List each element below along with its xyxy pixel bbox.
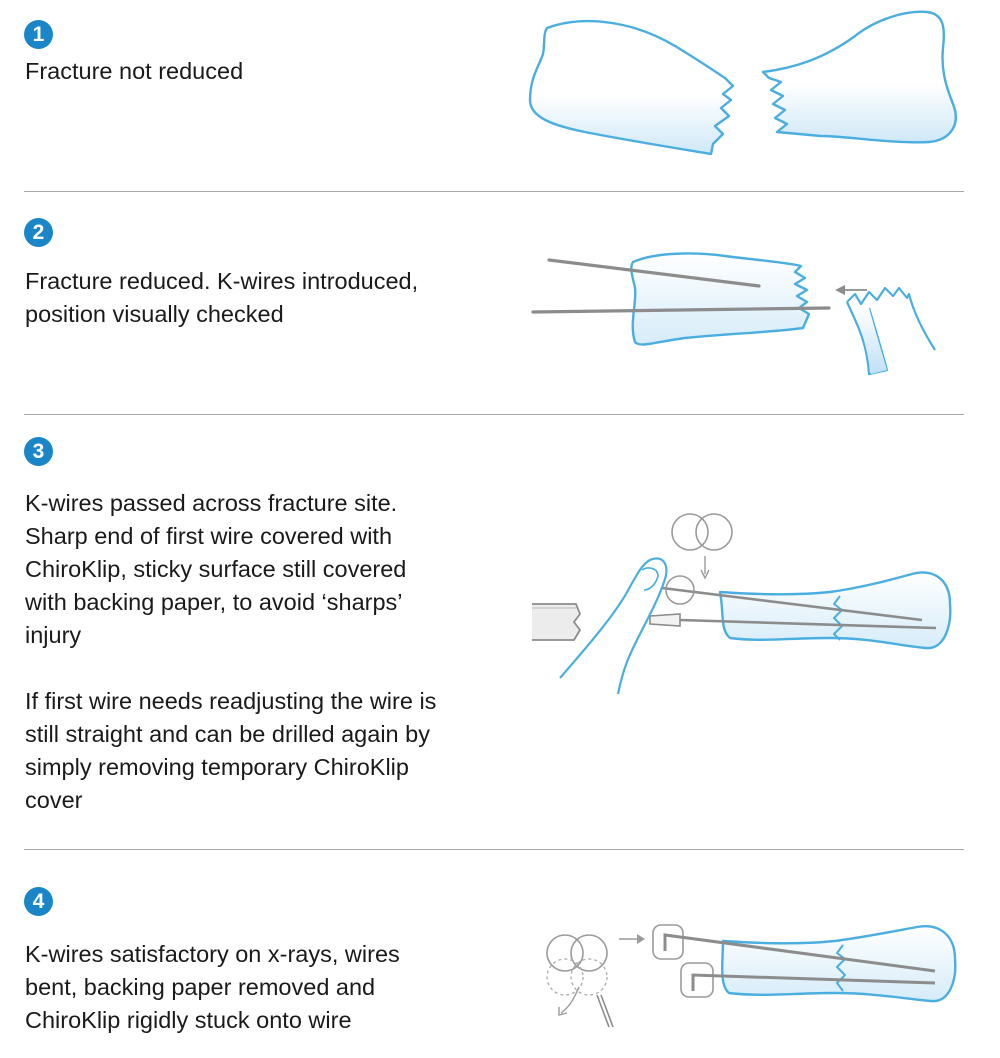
drill-sleeve [532, 604, 580, 640]
step-3-paragraph-1: K-wires passed across fracture site. Sharp end of first wire covered with ChiroKlip, sticky surface still covered with backing paper, to avoid ‘sharps’ injury [25, 490, 407, 648]
step-4-description [25, 938, 400, 1037]
left-bone-fragment [530, 21, 733, 154]
step-3-number-badge: 3 [24, 437, 53, 466]
approaching-fragment-shaft [855, 308, 887, 374]
step-1-description [25, 55, 243, 88]
bent-wires-illustration [525, 915, 965, 1045]
step-3-illustration [530, 508, 960, 698]
bone-shaft [722, 926, 955, 1001]
chiroklip-backing-icon [547, 935, 613, 1027]
step-2-paragraph: Fracture reduced. K-wires introduced, position visually checked [25, 268, 419, 327]
step-1-illustration [525, 8, 965, 158]
step-2-illustration [525, 238, 945, 383]
step-3-description [25, 487, 436, 817]
divider-2 [24, 414, 964, 415]
unreduced-fracture-illustration [525, 8, 965, 158]
step-4-paragraph: K-wires satisfactory on x-rays, wires bent, backing paper removed and ChiroKlip rigidly stuck onto wire [25, 941, 400, 1033]
step-2-number-badge: 2 [24, 218, 53, 247]
step-4-number-badge: 4 [24, 887, 53, 916]
step-3-paragraph-2: If first wire needs readjusting the wire is still straight and can be drilled again by simply removing temporary ChiroKlip cover [25, 688, 437, 813]
apply-arrow-icon [619, 934, 645, 944]
approaching-bone-fragment [847, 288, 935, 374]
right-bone-fragment [763, 12, 956, 143]
step-1-number-badge: 1 [24, 20, 53, 49]
wire-tip-cone [650, 614, 680, 626]
chiroklip-icon [672, 514, 732, 578]
step-4-illustration [525, 915, 965, 1045]
reduced-fracture-illustration [525, 238, 945, 383]
step-2-description [25, 265, 418, 331]
divider-3 [24, 849, 964, 850]
reduction-arrow-icon [835, 285, 867, 295]
reduced-bone-fragment [631, 254, 809, 345]
divider-1 [24, 191, 964, 192]
wire-cover-illustration [530, 508, 960, 698]
step-1-paragraph: Fracture not reduced [25, 58, 244, 84]
